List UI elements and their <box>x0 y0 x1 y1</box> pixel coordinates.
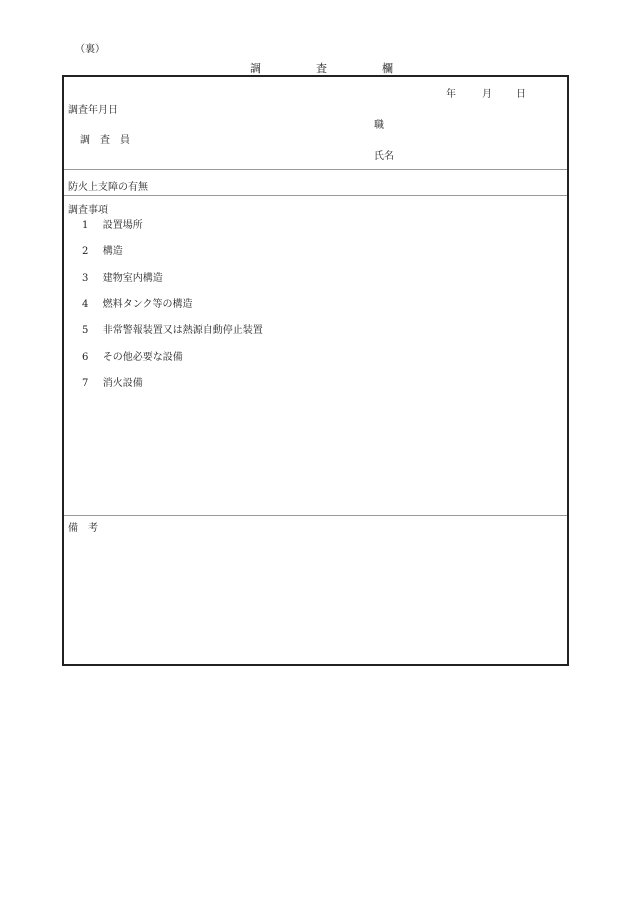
item-label: 燃料タンク等の構造 <box>102 299 193 310</box>
item-number: 7 <box>82 378 89 389</box>
fire-safety-label: 防火上支障の有無 <box>68 182 148 193</box>
survey-item <box>82 321 263 336</box>
survey-item <box>82 295 193 310</box>
survey-item <box>82 348 183 363</box>
divider <box>64 195 567 196</box>
date-month-unit: 月 <box>482 89 492 100</box>
item-number: 1 <box>82 220 89 231</box>
divider <box>64 515 567 516</box>
investigator-label: 調 査 員 <box>80 135 130 146</box>
survey-item <box>82 269 163 284</box>
survey-items-heading: 調査事項 <box>68 205 108 216</box>
item-number: 2 <box>82 246 89 257</box>
item-label: 消火設備 <box>102 378 143 389</box>
item-label: 建物室内構造 <box>102 273 163 284</box>
item-number: 6 <box>82 352 89 363</box>
form-title <box>250 60 393 76</box>
title-char: 欄 <box>382 62 393 75</box>
title-char: 査 <box>316 62 327 75</box>
name-label: 氏名 <box>374 151 394 162</box>
item-label: その他必要な設備 <box>102 352 183 363</box>
survey-date-label: 調査年月日 <box>68 105 118 116</box>
survey-item <box>82 242 123 257</box>
item-number: 3 <box>82 273 89 284</box>
survey-item <box>82 216 143 231</box>
date-day-unit: 日 <box>516 89 526 100</box>
page-side-label: （裏） <box>75 44 105 55</box>
remarks-label: 備 考 <box>68 523 98 534</box>
position-label: 職 <box>374 120 384 131</box>
item-label: 設置場所 <box>102 220 143 231</box>
item-label: 構造 <box>102 246 123 257</box>
survey-form-frame <box>62 75 569 666</box>
date-year-unit: 年 <box>446 89 456 100</box>
item-number: 4 <box>82 299 89 310</box>
divider <box>64 169 567 170</box>
item-label: 非常警報装置又は熱源自動停止装置 <box>102 325 263 336</box>
title-char: 調 <box>250 62 261 75</box>
survey-item <box>82 374 143 389</box>
item-number: 5 <box>82 325 89 336</box>
